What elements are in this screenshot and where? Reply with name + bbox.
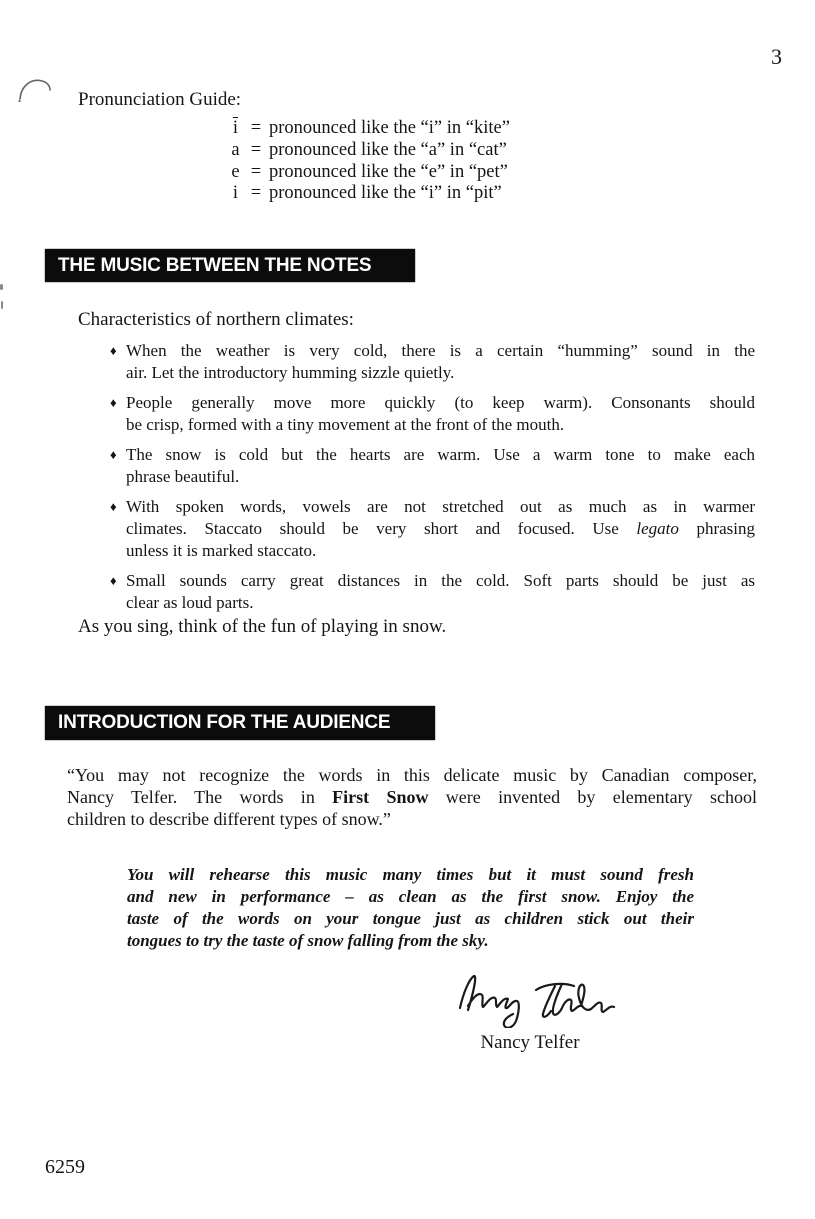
pron-equals: = bbox=[250, 183, 262, 204]
characteristics-intro: Characteristics of northern climates: bbox=[78, 309, 354, 330]
signature-printed-name: Nancy Telfer bbox=[480, 1032, 580, 1053]
bullet-line-segment: phrasing bbox=[678, 519, 755, 538]
audience-line: “You may not recognize the words in this delicate music by Canadian composer, bbox=[67, 765, 757, 785]
pronunciation-row bbox=[228, 183, 510, 205]
page-number: 3 bbox=[771, 44, 782, 69]
section-header-label: THE MUSIC BETWEEN THE NOTES bbox=[58, 254, 372, 276]
pron-symbol: a bbox=[231, 139, 240, 160]
bullet-line: unless it is marked staccato. bbox=[126, 541, 317, 560]
bullet-item bbox=[110, 392, 755, 436]
signature-handwriting bbox=[450, 964, 620, 1028]
bullet-line: People generally move more quickly (to keep warm). Consonants should bbox=[126, 393, 755, 412]
scan-arc-mark bbox=[16, 76, 54, 106]
bullet-item bbox=[110, 340, 755, 384]
diamond-bullet-icon: ♦ bbox=[110, 573, 117, 588]
closing-line: As you sing, think of the fun of playing in snow. bbox=[78, 616, 447, 637]
bullet-line: With spoken words, vowels are not stretched out as much as in warmer bbox=[126, 497, 755, 516]
pron-equals: = bbox=[250, 161, 262, 182]
section-header-introduction-for-audience bbox=[45, 706, 435, 740]
bullet-item bbox=[110, 496, 755, 562]
bullet-line bbox=[126, 518, 755, 540]
section-header-label: INTRODUCTION FOR THE AUDIENCE bbox=[58, 712, 391, 733]
bullet-line: Small sounds carry great distances in the cold. Soft parts should be just as bbox=[126, 571, 755, 590]
pron-symbol: e bbox=[231, 161, 240, 182]
bullet-text bbox=[126, 444, 755, 488]
pron-text: pronounced like the “i” in “kite” bbox=[269, 118, 510, 138]
audience-line-segment: Nancy Telfer. The words in bbox=[67, 787, 333, 807]
quote-line: and new in performance – as clean as the first snow. Enjoy the bbox=[127, 887, 694, 906]
catalog-number: 6259 bbox=[45, 1156, 85, 1178]
bullet-line-segment-italic: legato bbox=[636, 519, 679, 538]
bullet-line: clear as loud parts. bbox=[126, 593, 254, 612]
diamond-bullet-icon: ♦ bbox=[110, 395, 117, 410]
scan-speck bbox=[1, 301, 3, 309]
bullet-text bbox=[126, 570, 755, 614]
composer-quote-block bbox=[127, 864, 694, 952]
audience-paragraph bbox=[67, 764, 757, 830]
pron-equals: = bbox=[250, 139, 262, 160]
pronunciation-row bbox=[228, 162, 510, 184]
bullet-line: The snow is cold but the hearts are warm. Use a warm tone to make each bbox=[126, 445, 755, 464]
bullet-text bbox=[126, 392, 755, 436]
pron-text: pronounced like the “e” in “pet” bbox=[269, 161, 508, 182]
bullet-item bbox=[110, 570, 755, 614]
pronunciation-row bbox=[228, 140, 510, 162]
diamond-bullet-icon: ♦ bbox=[110, 499, 117, 514]
section-header-music-between-notes bbox=[45, 249, 415, 282]
diamond-bullet-icon: ♦ bbox=[110, 343, 117, 358]
bullet-item bbox=[110, 444, 755, 488]
quote-line: tongues to try the taste of snow falling from the sky. bbox=[127, 931, 489, 950]
quote-line: You will rehearse this music many times but it must sound fresh bbox=[127, 865, 694, 884]
bullet-line: be crisp, formed with a tiny movement at the front of the mouth. bbox=[126, 415, 565, 434]
pron-symbol: i bbox=[232, 183, 239, 204]
pronunciation-list bbox=[228, 118, 510, 205]
pronunciation-row bbox=[228, 118, 510, 140]
diamond-bullet-icon: ♦ bbox=[110, 447, 117, 462]
pronunciation-guide-heading: Pronunciation Guide: bbox=[78, 89, 242, 110]
audience-line-segment: were invented by elementary school bbox=[428, 787, 757, 807]
pron-symbol: $\overline{i}$ bbox=[232, 118, 239, 138]
pron-text: pronounced like the “i” in “pit” bbox=[269, 183, 502, 204]
scan-speck bbox=[0, 284, 3, 290]
audience-line-segment-bold: First Snow bbox=[332, 787, 429, 807]
bullet-line: phrase beautiful. bbox=[126, 467, 240, 486]
bullet-line: air. Let the introductory humming sizzle quietly. bbox=[126, 363, 455, 382]
bullet-text bbox=[126, 496, 755, 562]
quote-line: taste of the words on your tongue just as children stick out their bbox=[127, 909, 694, 928]
audience-line bbox=[67, 786, 757, 808]
audience-line: children to describe different types of snow.” bbox=[67, 809, 391, 829]
bullet-list bbox=[110, 340, 755, 622]
pron-equals: = bbox=[250, 118, 262, 138]
bullet-text bbox=[126, 340, 755, 384]
bullet-line-segment: climates. Staccato should be very short and focused. Use bbox=[126, 519, 637, 538]
bullet-line: When the weather is very cold, there is a certain “humming” sound in the bbox=[126, 341, 755, 360]
pron-text: pronounced like the “a” in “cat” bbox=[269, 139, 507, 160]
